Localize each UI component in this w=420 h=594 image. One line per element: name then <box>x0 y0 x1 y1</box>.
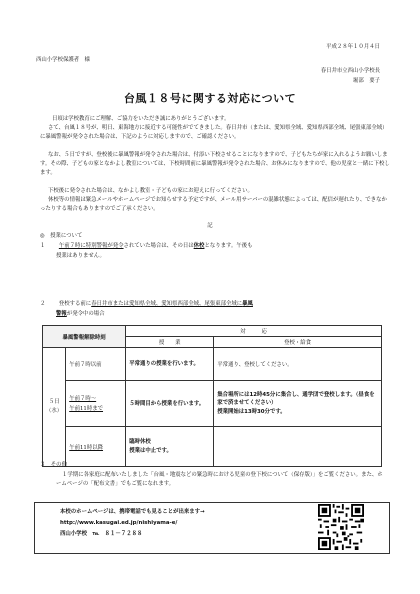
section1-kyuko: 休校 <box>193 243 205 249</box>
table-class: 臨時休校 授業は中止です。 <box>126 427 214 467</box>
section1-post: となります。午後も <box>204 243 253 249</box>
footer-mobile-note: 本校のホームページは、携帯電話でも見ることが出来ます→ <box>60 509 205 515</box>
section2-pre: 登校する前に <box>58 301 92 307</box>
table-lunch: 集合場所には12時45分に集合し、通学団で登校します。（昼食を家で済ませてください） 授業開始は13時30分です。 <box>214 381 382 427</box>
table-lunch: 平常通り、登校してください。 <box>214 348 382 381</box>
table-time: 午前７時以前 <box>66 348 126 381</box>
table-subheader-lunch: 登校・給食 <box>214 337 382 348</box>
section2-keiho: 警報 <box>56 311 67 317</box>
date: 平成２８年１０月４日 <box>326 44 380 50</box>
recipient: 西山小学校保護者 様 <box>36 57 90 63</box>
section1-line2: 授業はありません。 <box>56 253 105 259</box>
table-row <box>43 348 382 381</box>
section1-num: １ <box>40 243 46 249</box>
table-day: ５日 （水） <box>43 348 66 467</box>
section2-num: ２ <box>40 301 46 307</box>
section2-bofu: 暴風 <box>242 301 253 307</box>
section3-text: １学期に各家庭に配布いたしました「台風・地震などの緊急時における児童の登下校について（保存版）」をご覧ください。また、ホームページの「配布文書」でもご覧になれます。 <box>56 472 383 488</box>
footer-school-tel: 西山小学校 ℡ ８１－７２８８ <box>60 531 143 537</box>
section1-line1 <box>40 242 253 251</box>
table-time: 午前７時～ 午前11時まで <box>66 381 126 427</box>
table-time: 午前11時以降 <box>66 427 126 467</box>
section1-emphasis: 午前７時に特別警報が発令 <box>58 243 124 249</box>
body-paragraph-4: 下校後に発令された場合は、なかよし教室・子どもの家にお迎えに行ってください。 <box>48 188 253 194</box>
section3-heading: ３ その他 <box>40 462 67 468</box>
body-paragraph-2: さて、台風１８号が、明日、東海地方に接近する可能性がでてきました。春日井市（または、愛知県全域、愛知県西部全域、尾張東部全域）に暴風警報が発令された場合は、下記のように対応しますので、ご確認ください。 <box>40 125 388 141</box>
body-paragraph-5: 休校等の情報は緊急メールやホームページでお知らせする予定ですが、メール用サーバーの混雑状態によっては、配信が遅れたり、できなかったりする場合もありますのでご了承ください。 <box>40 197 387 213</box>
table-lunch <box>214 427 382 467</box>
table-header-time: 暴風警報解除時刻 <box>43 326 126 348</box>
section1-heading: ◎ 授業について <box>40 233 83 239</box>
section1-mid: されていた場合は、その日は <box>123 243 194 249</box>
section2-post: が発令中の場合 <box>66 311 105 317</box>
sender-name: 堀部 要子 <box>353 78 380 84</box>
storm-warning-table <box>42 325 382 467</box>
table-class: ５時間目から授業を行います。 <box>126 381 214 427</box>
page-title: 台風１８号に関する対応について <box>123 92 297 105</box>
table-subheader-class: 授 業 <box>126 337 214 348</box>
table-row <box>43 381 382 427</box>
section2-line1 <box>40 300 253 309</box>
ki-heading: 記 <box>207 223 213 229</box>
table-row <box>43 427 382 467</box>
section2-line2 <box>56 310 105 319</box>
table-class: 平常通りの授業を行います。 <box>126 348 214 381</box>
qr-code-icon <box>318 504 364 550</box>
footer-url[interactable]: http://www.kasugai.ed.jp/nishiyama-e/ <box>60 520 178 526</box>
section2-areas: 春日井市または愛知県全域、愛知県西部全域、尾張東部全域に <box>91 301 243 307</box>
body-paragraph-3: なお、５日ですが、登校後に暴風警報が発令された場合は、付添い下校させることになりますので、子どもたちが家に入れるようお願いします。その際、子どもの家となかよし教室については、下校時間前に暴風警報が発令された場合、お休みになりますので、他の児童と一緒に下校します。 <box>40 152 390 177</box>
table-header-response: 対 応 <box>126 326 382 337</box>
sender-school: 春日井市立西山小学校長 <box>320 68 380 74</box>
body-paragraph-1: 日頃は学校教育にご理解、ご協力をいただき誠にありがとうございます。 <box>52 116 230 122</box>
